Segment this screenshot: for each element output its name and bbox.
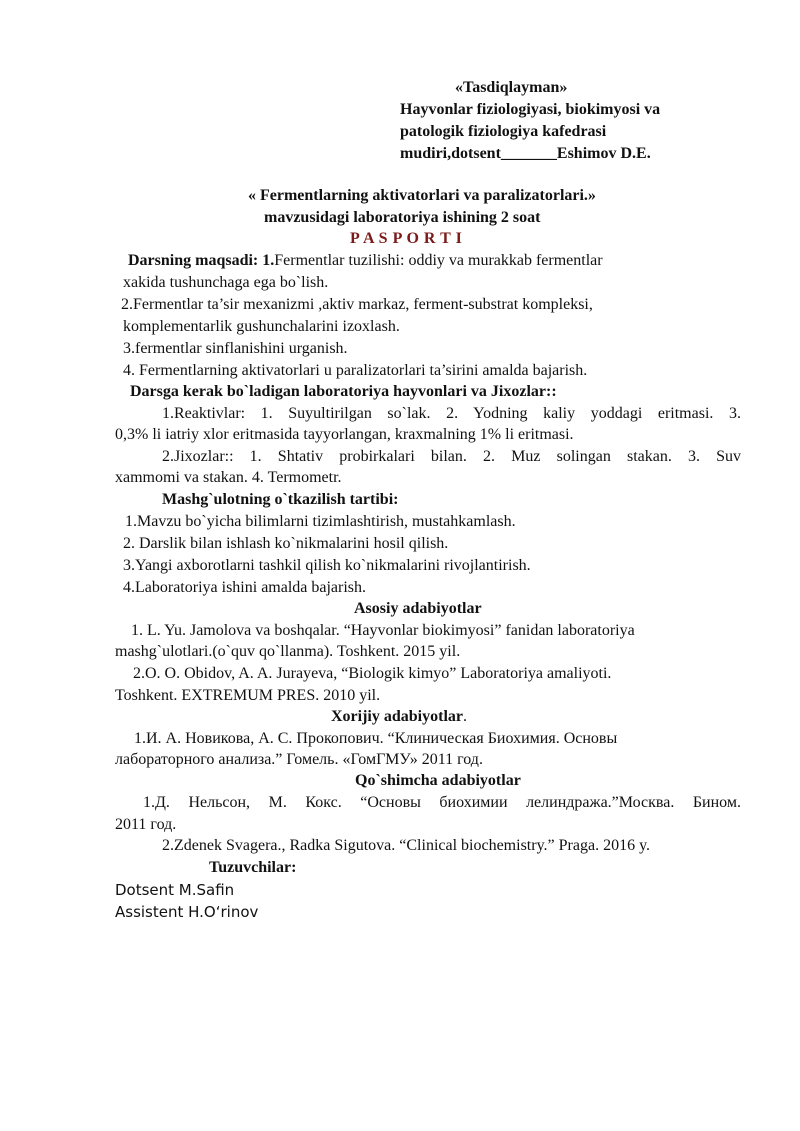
foreign-lit-ref-1b: лабораторного анализа.” Гомель. «ГомГМУ» 2011 год. bbox=[115, 751, 483, 768]
equipment-line-2: xammomi va stakan. 4. Termometr. bbox=[115, 469, 342, 486]
extra-lit-ref-1a: 1.Д. Нельсон, М. Кокс. “Основы биохимии лелиндража.”Москва. Бином. bbox=[143, 794, 741, 811]
approval-line-3: mudiri,dotsent_______Eshimov D.E. bbox=[400, 145, 651, 162]
equipment-line-1: 2.Jixozlar:: 1. Shtativ probirkalari bilan. 2. Muz solingan stakan. 3. Suv bbox=[162, 448, 741, 465]
main-lit-ref-1b: mashg`ulotlari.(o`quv qo`llanma). Toshkent. 2015 yil. bbox=[115, 643, 461, 660]
goal-item-2b: komplementarlik gushunchalarini izoxlash. bbox=[123, 318, 400, 335]
foreign-lit-heading: Xorijiy adabiyotlar bbox=[331, 708, 463, 725]
goal-item-1a: Fermentlar tuzilishi: oddiy va murakkab fermentlar bbox=[274, 252, 603, 269]
author-2: Assistent H.O‘rinov bbox=[115, 903, 259, 921]
extra-lit-ref-1b: 2011 год. bbox=[115, 816, 177, 833]
main-lit-ref-2b: Toshkent. EXTREMUM PRES. 2010 yil. bbox=[115, 687, 381, 704]
goal-item-4: 4. Fermentlarning aktivatorlari u paralizatorlari ta’sirini amalda bajarish. bbox=[123, 362, 588, 379]
approval-line-1: Hayvonlar fiziologiyasi, biokimyosi va bbox=[400, 101, 661, 118]
procedure-item-1: 1.Mavzu bo`yicha bilimlarni tizimlashtirish, mustahkamlash. bbox=[125, 513, 516, 530]
goal-label: Darsning maqsadi: 1. bbox=[128, 252, 275, 269]
author-1: Dotsent M.Safin bbox=[115, 881, 235, 899]
main-lit-heading: Asosiy adabiyotlar bbox=[354, 600, 482, 617]
procedure-item-4: 4.Laboratoriya ishini amalda bajarish. bbox=[123, 579, 367, 596]
topic-subtitle: mavzusidagi laboratoriya ishining 2 soat bbox=[264, 209, 541, 226]
foreign-lit-heading-dot: . bbox=[463, 708, 467, 725]
materials-heading: Darsga kerak bo`ladigan laboratoriya hayvonlari va Jixozlar:: bbox=[130, 383, 557, 400]
main-lit-ref-2a: 2.O. O. Obidov, A. A. Jurayeva, “Biologik kimyo” Laboratoriya amaliyoti. bbox=[133, 665, 612, 682]
procedure-item-3: 3.Yangi axborotlarni tashkil qilish ko`nikmalarini rivojlantirish. bbox=[123, 557, 531, 574]
main-lit-ref-1a: 1. L. Yu. Jamolova va boshqalar. “Hayvonlar biokimyosi” fanidan laboratoriya bbox=[131, 622, 635, 639]
reagents-line-2: 0,3% li iatriy xlor eritmasida tayyorlangan, kraxmalning 1% li eritmasi. bbox=[115, 426, 574, 443]
reagents-line-1: 1.Reaktivlar: 1. Suyultirilgan so`lak. 2. Yodning kaliy yoddagi eritmasi. 3. bbox=[162, 405, 741, 422]
goal-item-3: 3.fermentlar sinflanishini urganish. bbox=[123, 340, 348, 357]
approval-title: «Tasdiqlayman» bbox=[455, 79, 568, 96]
passport-heading: P A S P O R T I bbox=[350, 230, 463, 247]
foreign-lit-heading-line bbox=[331, 707, 467, 727]
procedure-heading: Mashg`ulotning o`tkazilish tartibi: bbox=[162, 491, 399, 508]
goal-item-2a: 2.Fermentlar ta’sir mexanizmi ,aktiv markaz, ferment-substrat kompleksi, bbox=[121, 296, 593, 313]
procedure-item-2: 2. Darslik bilan ishlash ko`nikmalarini hosil qilish. bbox=[123, 535, 449, 552]
extra-lit-ref-2: 2.Zdenek Svagera., Radka Sigutova. “Clinical biochemistry.” Praga. 2016 y. bbox=[162, 837, 651, 854]
topic-title: « Fermentlarning aktivatorlari va paralizatorlari.» bbox=[248, 187, 596, 204]
goal-item-1b: xakida tushunchaga ega bo`lish. bbox=[123, 274, 329, 291]
extra-lit-heading: Qo`shimcha adabiyotlar bbox=[355, 772, 521, 789]
authors-heading: Tuzuvchilar: bbox=[209, 859, 297, 876]
approval-line-2: patologik fiziologiya kafedrasi bbox=[400, 123, 607, 140]
foreign-lit-ref-1a: 1.И. А. Новикова, А. С. Прокопович. “Клиническая Биохимия. Основы bbox=[134, 730, 618, 747]
goal-first-line bbox=[128, 251, 603, 271]
